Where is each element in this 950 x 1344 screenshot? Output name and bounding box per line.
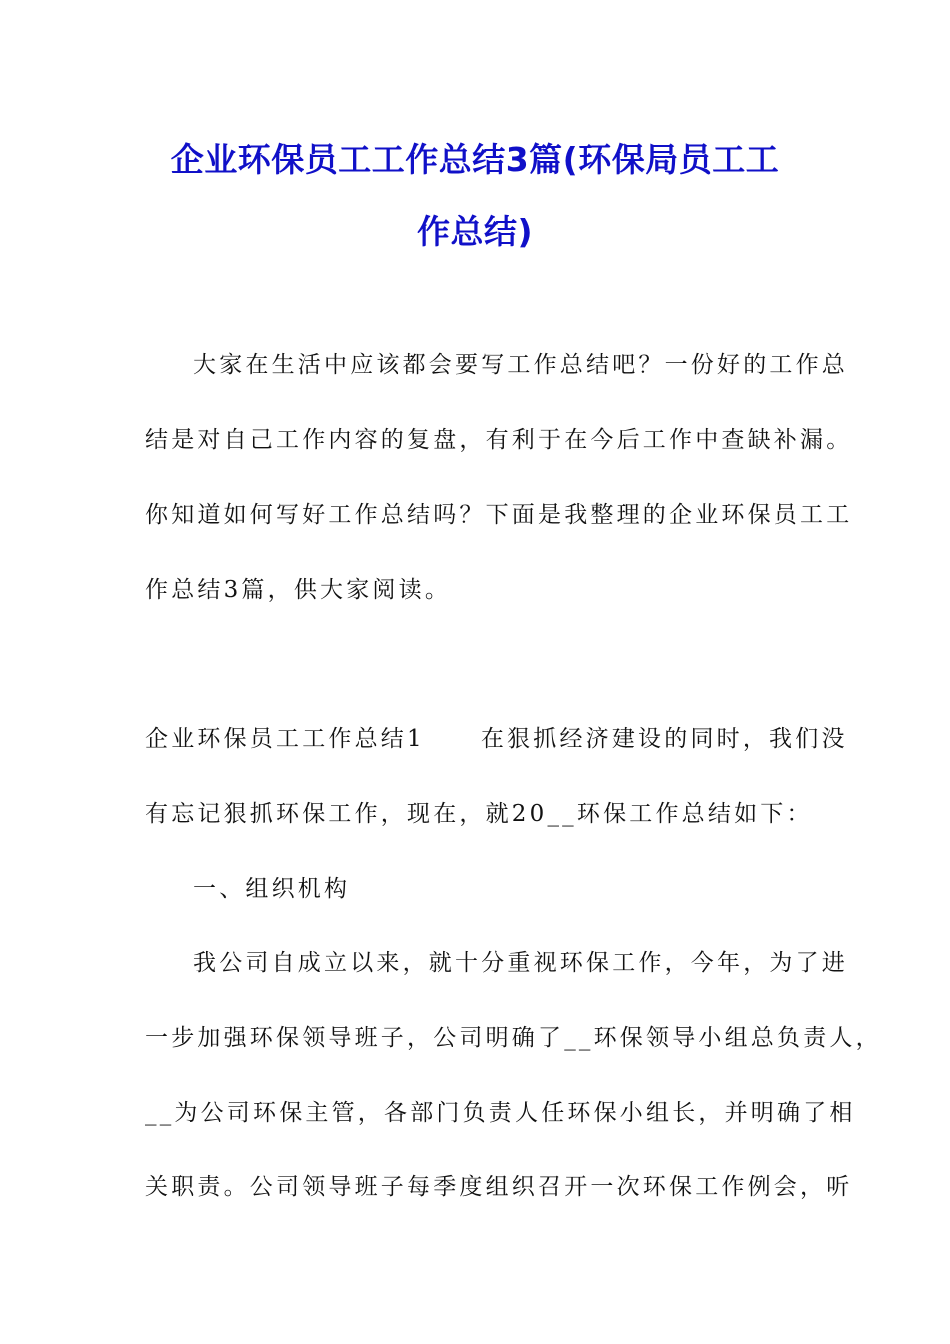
- paragraph-line: __为公司环保主管，各部门负责人任环保小组长，并明确了相: [145, 1100, 856, 1126]
- section-first-line-text: 在狠抓经济建设的同时，我们没: [480, 726, 848, 752]
- section-first-line: [145, 720, 848, 753]
- intro-line: 作总结3篇，供大家阅读。: [145, 577, 452, 603]
- document-title-line-2: 作总结): [416, 212, 534, 251]
- document-title-line-1: 企业环保员工工作总结3篇(环保局员工工: [170, 140, 780, 179]
- intro-line: 大家在生活中应该都会要写工作总结吧？一份好的工作总: [193, 352, 848, 378]
- paragraph-line: 一步加强环保领导班子，公司明确了__环保领导小组总负责人，: [145, 1025, 882, 1051]
- section-subheading: 一、组织机构: [193, 876, 351, 902]
- intro-line: 结是对自己工作内容的复盘，有利于在今后工作中查缺补漏。: [145, 427, 853, 453]
- section-second-line: 有忘记狠抓环保工作，现在，就20__环保工作总结如下：: [145, 801, 813, 827]
- section-heading: 企业环保员工工作总结1: [145, 726, 425, 752]
- paragraph-line: 我公司自成立以来，就十分重视环保工作，今年，为了进: [193, 950, 848, 976]
- paragraph-line: 关职责。公司领导班子每季度组织召开一次环保工作例会，听: [145, 1174, 853, 1200]
- intro-line: 你知道如何写好工作总结吗？下面是我整理的企业环保员工工: [145, 502, 853, 528]
